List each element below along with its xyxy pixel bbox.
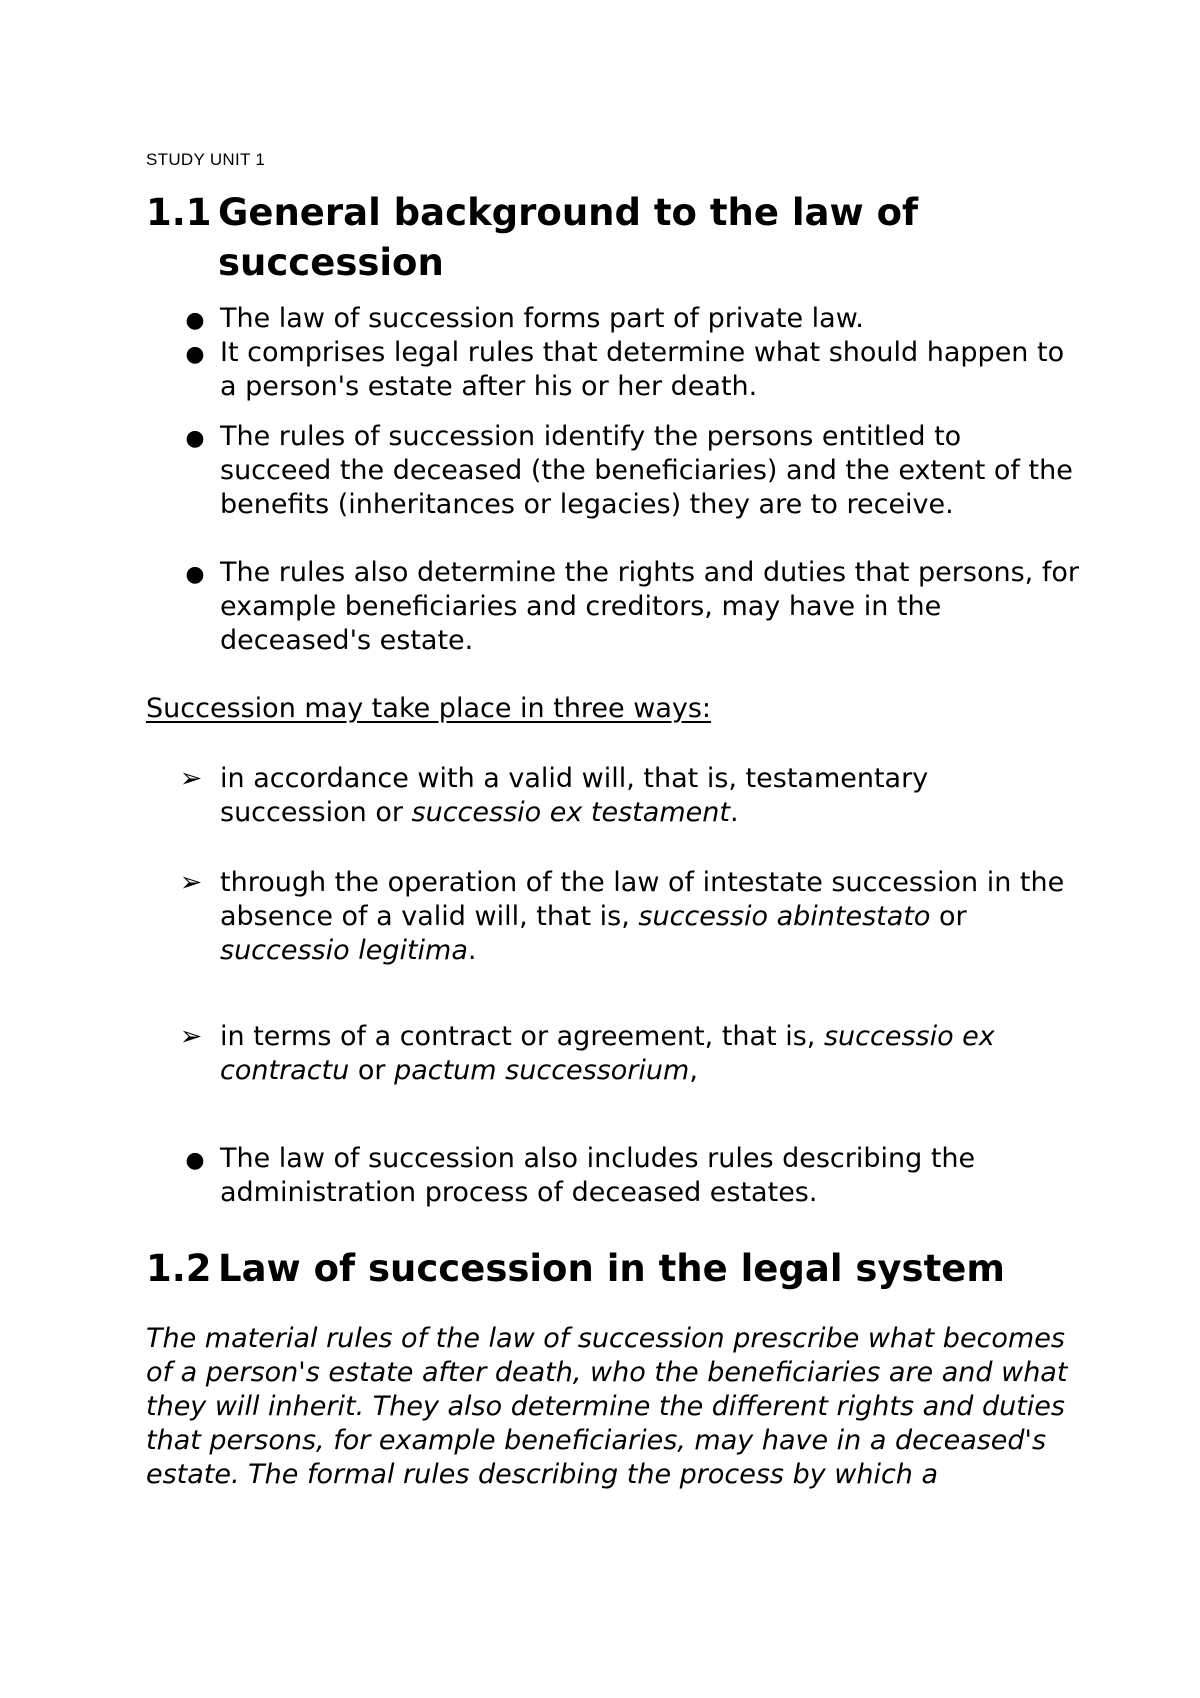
list-item xyxy=(179,762,1080,830)
list-item-text: It comprises legal rules that determine what should happen to a person's estate after his or her death. xyxy=(220,337,1065,402)
ways-heading: Succession may take place in three ways: xyxy=(146,693,712,724)
section-number: 1.2 xyxy=(146,1247,212,1290)
bullet-icon: ● xyxy=(185,562,205,587)
list-item xyxy=(185,1142,1080,1210)
arrow-bullet-icon: ➢ xyxy=(179,867,203,898)
bullet-icon: ● xyxy=(185,426,205,451)
study-unit-label: STUDY UNIT 1 xyxy=(146,150,266,169)
bullet-icon: ● xyxy=(185,1148,205,1173)
list-item-text: The rules also determine the rights and duties that persons, for example beneficiaries and creditors, may have in the deceased's estate. xyxy=(220,557,1079,656)
bullet-icon: ● xyxy=(185,342,205,367)
list-item xyxy=(185,336,1080,404)
section-title: General background to the law of succession xyxy=(218,191,919,284)
section-heading-1-1 xyxy=(146,188,1106,288)
list-item xyxy=(185,302,1080,336)
list-item-text: The law of succession forms part of private law. xyxy=(220,303,864,334)
bullet-icon: ● xyxy=(185,308,205,333)
list-item xyxy=(179,1020,1080,1088)
list-item xyxy=(185,556,1080,658)
arrow-bullet-icon: ➢ xyxy=(179,763,203,794)
section-heading-1-2 xyxy=(146,1244,1106,1294)
list-item-text: The law of succession also includes rules describing the administration process of deceased estates. xyxy=(220,1143,976,1208)
list-item-text: The rules of succession identify the persons entitled to succeed the deceased (the beneficiaries) and the extent of the benefits (inheritances or legacies) they are to receive. xyxy=(220,421,1073,520)
list-item-text: through the operation of the law of intestate succession in the absence of a valid will, that is, successio abintestato or successio legitima. xyxy=(220,867,1065,966)
section-paragraph: The material rules of the law of succession prescribe what becomes of a person's estate after death, who the beneficiaries are and what they will inherit. They also determine the different rights and duties that persons, for example beneficiaries, may have in a deceased's estate. The formal rules describing the process by which a xyxy=(146,1323,1068,1490)
list-item-text: in terms of a contract or agreement, that is, successio ex contractu or pactum successorium, xyxy=(220,1021,995,1086)
list-item xyxy=(185,420,1080,522)
arrow-bullet-icon: ➢ xyxy=(179,1021,203,1052)
list-item-text: in accordance with a valid will, that is, testamentary succession or successio ex testament. xyxy=(220,763,929,828)
section-title: Law of succession in the legal system xyxy=(218,1247,1005,1290)
section-number: 1.1 xyxy=(146,191,212,234)
list-item xyxy=(179,866,1080,968)
